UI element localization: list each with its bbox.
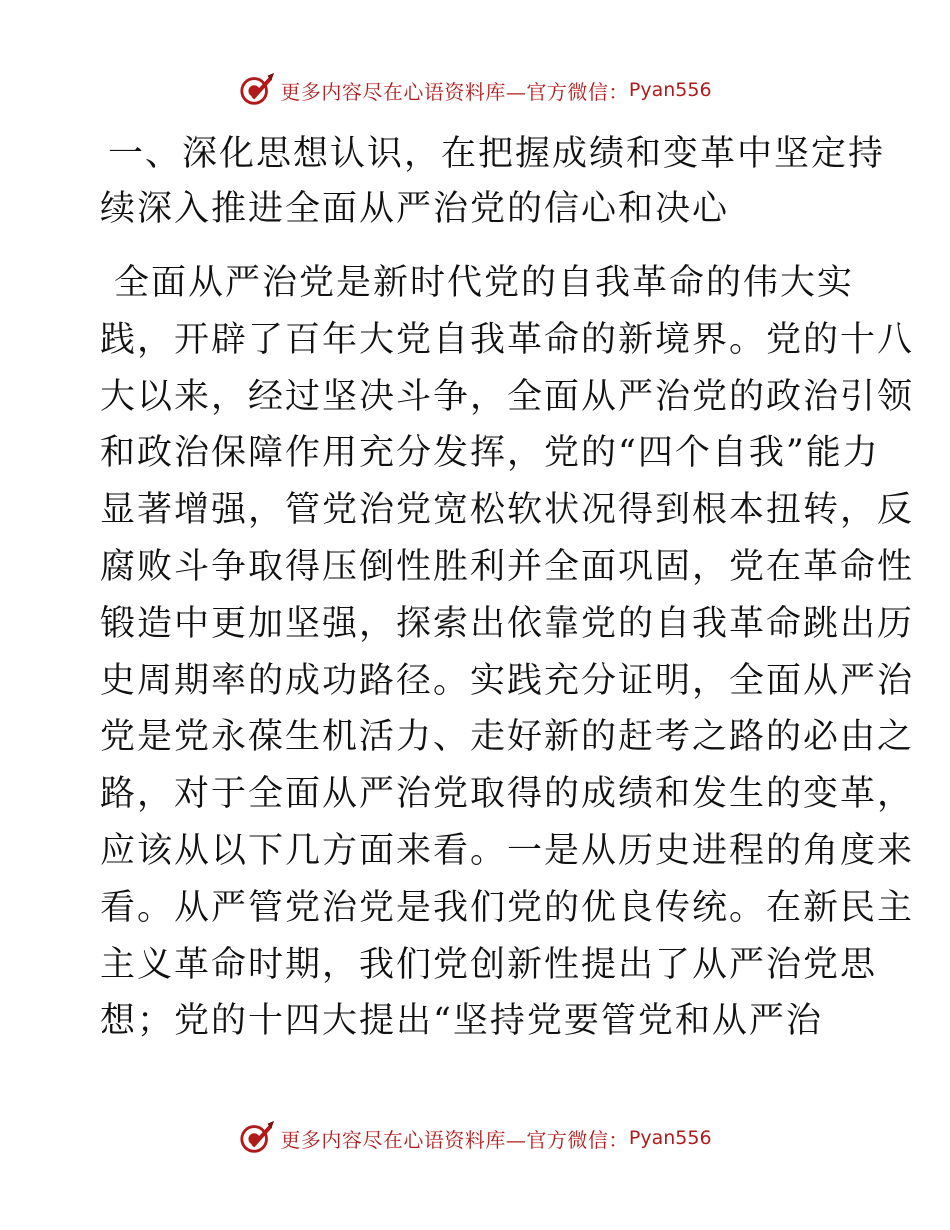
body-paragraph (100, 255, 915, 1050)
quill-logo-icon (238, 71, 276, 109)
banner-wechat-label: 官方微信： (526, 79, 629, 104)
paragraph-line: 路，对于全面从严治党取得的成绩和发生的变革， (100, 774, 915, 815)
paragraph-line: 显著增强，管党治党宽松软状况得到根本扭转，反 (100, 490, 915, 531)
paragraph-line: 腐败斗争取得压倒性胜利并全面巩固，党在革命性 (100, 546, 915, 587)
paragraph-line: 史周期率的成功路径。实践充分证明，全面从严治 (100, 660, 915, 701)
paragraph-line: 看。从严管党治党是我们党的优良传统。在新民主 (100, 887, 915, 928)
quill-logo-icon (238, 1119, 276, 1157)
banner-wechat-id: Pyan556 (628, 79, 712, 101)
banner-text: 更多内容尽在心语资料库— (280, 79, 527, 104)
paragraph-line: 和政治保障作用充分发挥，党的“四个自我”能力 (100, 433, 880, 474)
paragraph-line: 大以来，经过坚决斗争，全面从严治党的政治引领 (100, 376, 915, 417)
heading-line: 一、深化思想认识，在把握成绩和变革中坚定持 (108, 134, 886, 174)
paragraph-line: 党是党永葆生机活力、走好新的赶考之路的必由之 (100, 717, 915, 758)
heading-line: 续深入推进全面从严治党的信心和决心 (100, 189, 730, 229)
section-heading (100, 127, 886, 237)
paragraph-line: 应该从以下几方面来看。一是从历史进程的角度来 (100, 830, 915, 871)
banner-wechat-id: Pyan556 (628, 1127, 712, 1149)
banner-text: 更多内容尽在心语资料库— (280, 1127, 527, 1152)
paragraph-line: 全面从严治党是新时代党的自我革命的伟大实 (114, 263, 855, 303)
paragraph-line: 锻造中更加坚强，探索出依靠党的自我革命跳出历 (100, 603, 915, 644)
banner-wechat-label: 官方微信： (526, 1127, 629, 1152)
paragraph-line: 践，开辟了百年大党自我革命的新境界。党的十八 (100, 319, 915, 360)
paragraph-line: 想；党的十四大提出“坚持党要管党和从严治 (100, 1001, 823, 1042)
paragraph-line: 主义革命时期，我们党创新性提出了从严治党思 (100, 944, 878, 985)
footer-watermark-banner (0, 1118, 950, 1158)
header-watermark-banner (0, 70, 950, 110)
